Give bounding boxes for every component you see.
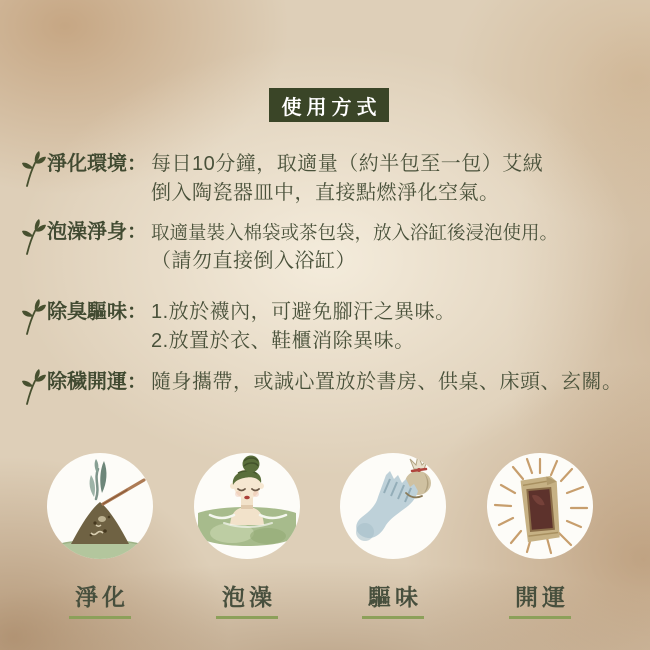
- herb-sprig-icon: [20, 219, 47, 255]
- herb-sprig-icon: [20, 299, 47, 335]
- section-heading: 淨化環境：: [47, 153, 147, 175]
- herb-sprig-icon: [20, 369, 47, 405]
- section-bath-purify: [20, 218, 558, 276]
- section-body: [151, 298, 456, 356]
- body-line: 隨身攜帶，或誠心置放於書房、供桌、床頭、玄關。: [151, 371, 623, 393]
- section-body: [151, 150, 543, 208]
- lucky-pouch-icon: [487, 453, 593, 559]
- body-line: 每日10分鐘，取適量（約半包至一包）艾絨: [151, 153, 544, 175]
- page-title: [269, 88, 389, 122]
- section-body: [151, 218, 558, 276]
- bathing-woman-icon: [194, 453, 300, 559]
- herb-sprig-icon: [20, 151, 47, 187]
- body-line: （請勿直接倒入浴缸）: [151, 250, 356, 272]
- section-heading: 泡澡淨身：: [47, 221, 147, 243]
- figure-label: 驅味: [362, 579, 424, 619]
- sock-sachet-icon: [340, 453, 446, 559]
- figure-label: 淨化: [69, 579, 131, 619]
- figure-label: 泡澡: [216, 579, 278, 619]
- figure-fortune: [487, 453, 593, 619]
- figure-bath: [194, 453, 300, 619]
- figure-label: 開運: [509, 579, 571, 619]
- section-body: [151, 368, 623, 397]
- body-line: 2.放置於衣、鞋櫃消除異味。: [151, 330, 415, 352]
- figure-deodorize: [340, 453, 446, 619]
- burning-moxa-icon: [47, 453, 153, 559]
- section-heading: 除臭驅味：: [47, 301, 147, 323]
- section-deodorize: [20, 298, 456, 356]
- body-line: 倒入陶瓷器皿中，直接點燃淨化空氣。: [151, 182, 500, 204]
- section-good-fortune: [20, 368, 623, 405]
- body-line: 1.放於襪內，可避免腳汗之異味。: [151, 301, 456, 323]
- section-purify-environment: [20, 150, 543, 208]
- section-heading: 除穢開運：: [47, 371, 147, 393]
- body-line: 取適量裝入棉袋或茶包袋，放入浴缸後浸泡使用。: [151, 222, 559, 243]
- page-title-text: 使用方式: [281, 96, 382, 119]
- figure-purify: [47, 453, 153, 619]
